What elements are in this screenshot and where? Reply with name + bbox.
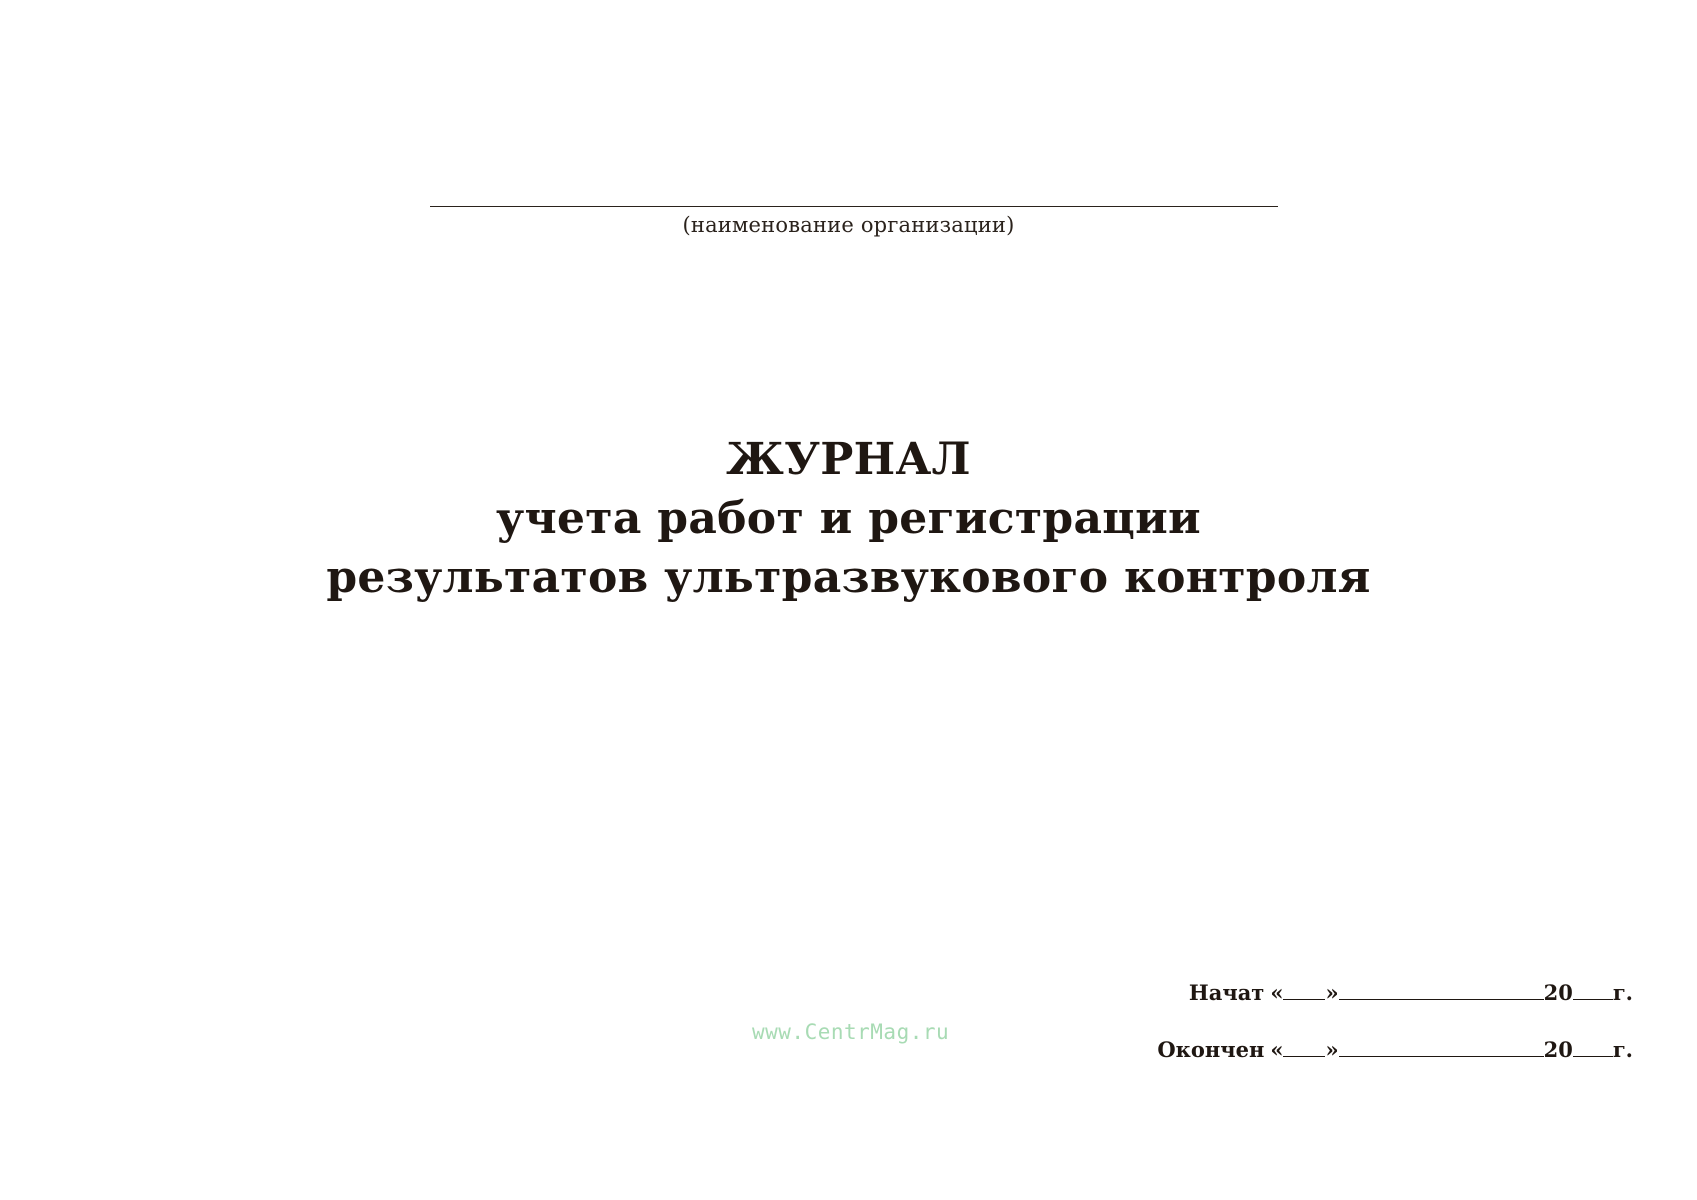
- start-year-blank: [1573, 981, 1613, 1000]
- end-day-blank: [1283, 1038, 1325, 1057]
- title-line-1: ЖУРНАЛ: [726, 434, 971, 485]
- end-year-blank: [1573, 1038, 1613, 1057]
- document-title: [0, 430, 1697, 607]
- end-month-blank: [1339, 1038, 1544, 1057]
- start-month-blank: [1339, 981, 1544, 1000]
- start-century: 20: [1543, 980, 1573, 1005]
- start-date-row: [1157, 980, 1633, 1037]
- organization-name-caption: (наименование организации): [682, 213, 1015, 237]
- watermark: www.CentrMag.ru: [752, 1020, 950, 1044]
- end-date-row: [1157, 1037, 1633, 1094]
- start-year-suffix: г.: [1612, 980, 1633, 1005]
- end-century: 20: [1543, 1037, 1573, 1062]
- end-open-quote: «: [1270, 1037, 1284, 1062]
- end-date-label: Окончен: [1157, 1037, 1265, 1062]
- start-day-blank: [1283, 981, 1325, 1000]
- start-date-label: Начат: [1188, 980, 1265, 1005]
- organization-name-line: [430, 206, 1278, 207]
- title-line-3: результатов ультразвукового контроля: [326, 552, 1371, 603]
- start-close-quote: »: [1325, 980, 1339, 1005]
- end-close-quote: »: [1325, 1037, 1339, 1062]
- start-open-quote: «: [1270, 980, 1284, 1005]
- title-line-2: учета работ и регистрации: [496, 493, 1201, 544]
- date-fields: [1157, 980, 1633, 1094]
- end-year-suffix: г.: [1612, 1037, 1633, 1062]
